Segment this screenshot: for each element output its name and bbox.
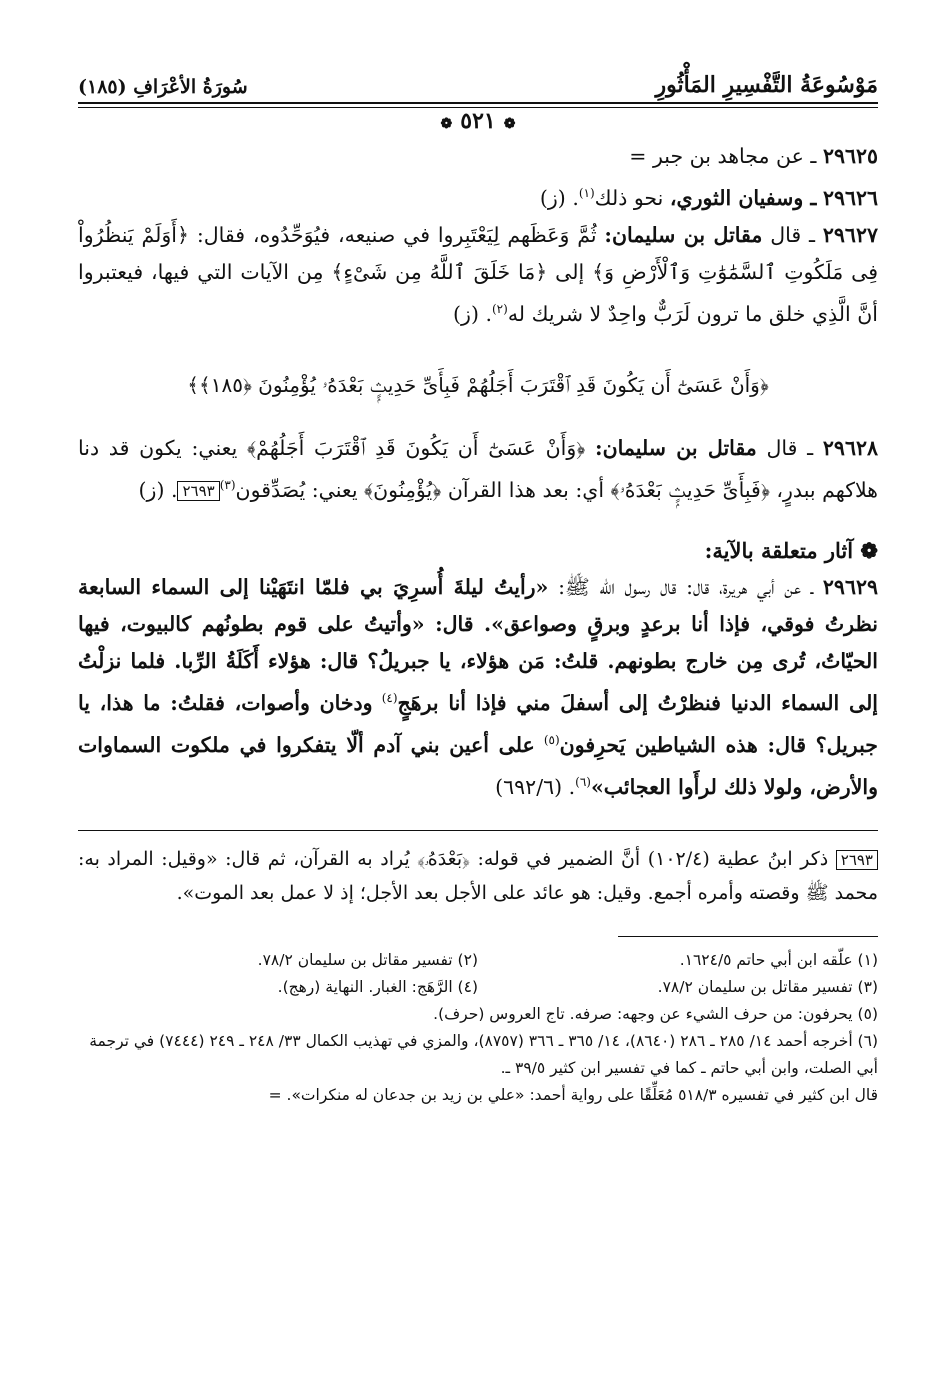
entry-prefix: ـ قال: [766, 435, 814, 460]
entry: [78, 430, 878, 511]
hadith-entry: [78, 569, 878, 805]
footnote: (٦) أخرجه أحمد ١٤/ ٢٨٥ ـ ٢٨٦ (٨٦٤٠)، ١٤/ ٣٦٥ ـ ٣٦٦ (٨٧٥٧)، والمزي في تهذيب الكمال ٣٣/ ٢٤٨ ـ ٢٤٩ (٧٤٤٤) في ترجمة أبي الصلت، وابن أبي حاتم ـ كما في تفسير ابن كثير ٣٩/٥ ـ.: [89, 1031, 878, 1077]
footnote-ref[interactable]: (٢): [491, 301, 508, 316]
entry: [78, 138, 878, 175]
hadith-text: «رأيتُ ليلةَ أُسرِيَ بي فلمّا انتَهَيْنا إلى السماء السابعة نظرتُ فوقي، فإذا أنا برعدٍ وبرقٍ وصواعق». قال: «وأتيتُ على قوم بطونُهم كالبيوت، فيها الحيّاتُ، تُرى مِن خارج بطونهم. قلتُ: مَن هؤلاء، يا جبريلُ؟ قال: هؤلاء أَكَلَةُ الرِّبا. فلما نزلْتُ إلى السماء الدنيا فنظرْتُ إلى أسفلَ مني فإذا أنا برهَجٍ: [78, 575, 879, 716]
entry-tail: . (ز): [539, 185, 579, 210]
page-number: [78, 104, 878, 138]
ornament-icon: ❁: [440, 116, 453, 132]
entry-number: ٢٩٦٢٨: [822, 435, 878, 460]
footnote-rule: [618, 936, 878, 937]
narrator-name: مقاتل بن سليمان:: [595, 435, 757, 460]
footnote: (٢) تفسير مقاتل بن سليمان ٧٨/٢.: [257, 950, 478, 969]
surah-label: سُورَةُ الأعْرَافِ (١٨٥): [78, 76, 248, 98]
entry-number: ٢٩٦٢٧: [822, 222, 878, 247]
entry-tail: . (٦٩٢/٦): [495, 774, 576, 799]
main-text: [78, 138, 878, 806]
hadith-text: على أعين بني آدم ألّا يتفكروا في ملكوت السماوات والأرض، ولولا ذلك لرأَوا العجائب»: [78, 733, 878, 799]
footnote: (١) علّقه ابن أبي حاتم ١٦٢٤/٥.: [679, 950, 878, 969]
footnotes: [78, 947, 878, 1109]
entry-text: ثُمَّ وَعَظَهم لِيَعْتَبِروا في صنيعه، فيُوَحِّدُوه، فقال: ﴿أَوَلَمْ يَنظُرُواْ فِى مَلَكُوتِ ٱلسَّمَٰوَٰتِ وَٱلْأَرْضِ وَ﴾ إلى ﴿مَا خَلَقَ ٱللَّهُ مِن شَىْءٍ﴾ مِن الآيات التي فيها، فيعتبروا أنَّ الَّذِي خلق ما ترون لَرَبٌّ واحِدٌ لا شريك له: [78, 222, 878, 326]
footnote: (٤) الرَّهَج: الغبار. النهاية (رهج).: [277, 977, 478, 996]
quran-verse: ﴿وَأَنْ عَسَىٰٓ أَن يَكُونَ قَدِ ٱقْتَرَبَ أَجَلُهُمْ فَبِأَىِّ حَدِيثٍۭ بَعْدَهُۥ يُؤْمِنُونَ ﴿١٨٥﴾﴾: [187, 372, 769, 397]
narrator-name: ـ وسفيان الثوري،: [669, 185, 817, 210]
footnote-ref[interactable]: (٣): [219, 477, 236, 492]
entry: [78, 175, 878, 217]
entry: [78, 217, 878, 333]
entry-number: ٢٩٦٢٦: [822, 185, 878, 210]
entry-number: ٢٩٦٢٥: [822, 144, 878, 168]
book-title: مَوْسُوعَةُ التَّفْسِيرِ المَأْثُورِ: [655, 72, 878, 98]
footnote-row: [78, 974, 878, 1001]
commentary-rule: [78, 830, 878, 831]
entry-prefix: ـ قال: [770, 222, 816, 247]
entry-number: ٢٩٦٢٩: [822, 575, 878, 600]
page-number-value: ٥٢١: [460, 108, 496, 134]
footnote-row: [78, 947, 878, 974]
footnote: (٥) يحرفون: من حرف الشيء عن وجهه: صرفه. تاج العروس (حرف).: [433, 1004, 878, 1023]
footnote-ref[interactable]: (٥): [543, 733, 560, 748]
commentary-number-box: ٢٦٩٣: [836, 850, 878, 870]
running-header: [78, 58, 878, 98]
page: [78, 58, 878, 1109]
ornament-icon: ❁: [503, 116, 516, 132]
commentary: [78, 843, 878, 910]
entry-text: ـ عن مجاهد بن جبر =: [629, 144, 817, 168]
section-title: ❁ آثار متعلقة بالآية:: [704, 538, 878, 564]
entry-text: ﴿وَأَنْ عَسَىٰٓ أَن يَكُونَ قَدِ ٱقْتَرَبَ أَجَلُهُمْ﴾ يعني: يكون قد دنا هلاكهم ببدرٍ، ﴿فَبِأَىِّ حَدِيثٍۭ بَعْدَهُۥ﴾ أي: بعد هذا القرآن ﴿يُؤْمِنُونَ﴾ يعني: يُصَدِّقون: [78, 435, 878, 502]
hadith-isnad: ـ عن أبي هريرة، قال: قال رسول الله ﷺ:: [558, 575, 814, 600]
entry-tail: . (ز): [453, 301, 492, 326]
entry-text: نحو ذلك: [594, 185, 664, 210]
commentary-text: ذكر ابنُ عطية (١٠٢/٤) أنَّ الضمير في قوله: ﴿بَعْدَهُۥ﴾ يُراد به القرآن، ثم قال: «وقيل: المراد به: محمد ﷺ وقصته وأمره أجمع. وقيل: هو عائد على الأجل بعد الأجل؛ إذ لا عمل بعد الموت».: [78, 847, 878, 904]
footnote-ref[interactable]: (٦): [575, 775, 591, 790]
commentary-ref-box[interactable]: ٢٦٩٣: [177, 481, 219, 501]
footnote: قال ابن كثير في تفسيره ٥١٨/٣ مُعَلِّقًا على رواية أحمد: «علي بن زيد بن جدعان له منكرات». =: [268, 1085, 878, 1104]
footnote: (٣) تفسير مقاتل بن سليمان ٧٨/٢.: [657, 977, 878, 996]
hadith-text: ودخان وأصوات، فقلتُ: ما هذا، يا جبريل؟ قال: هذه الشياطين يَحرِفون: [78, 691, 878, 758]
footnote-ref[interactable]: (١): [578, 186, 595, 200]
footnote-ref[interactable]: (٤): [381, 691, 398, 706]
entry-tail: . (ز): [138, 477, 178, 502]
narrator-name: مقاتل بن سليمان:: [604, 222, 763, 247]
